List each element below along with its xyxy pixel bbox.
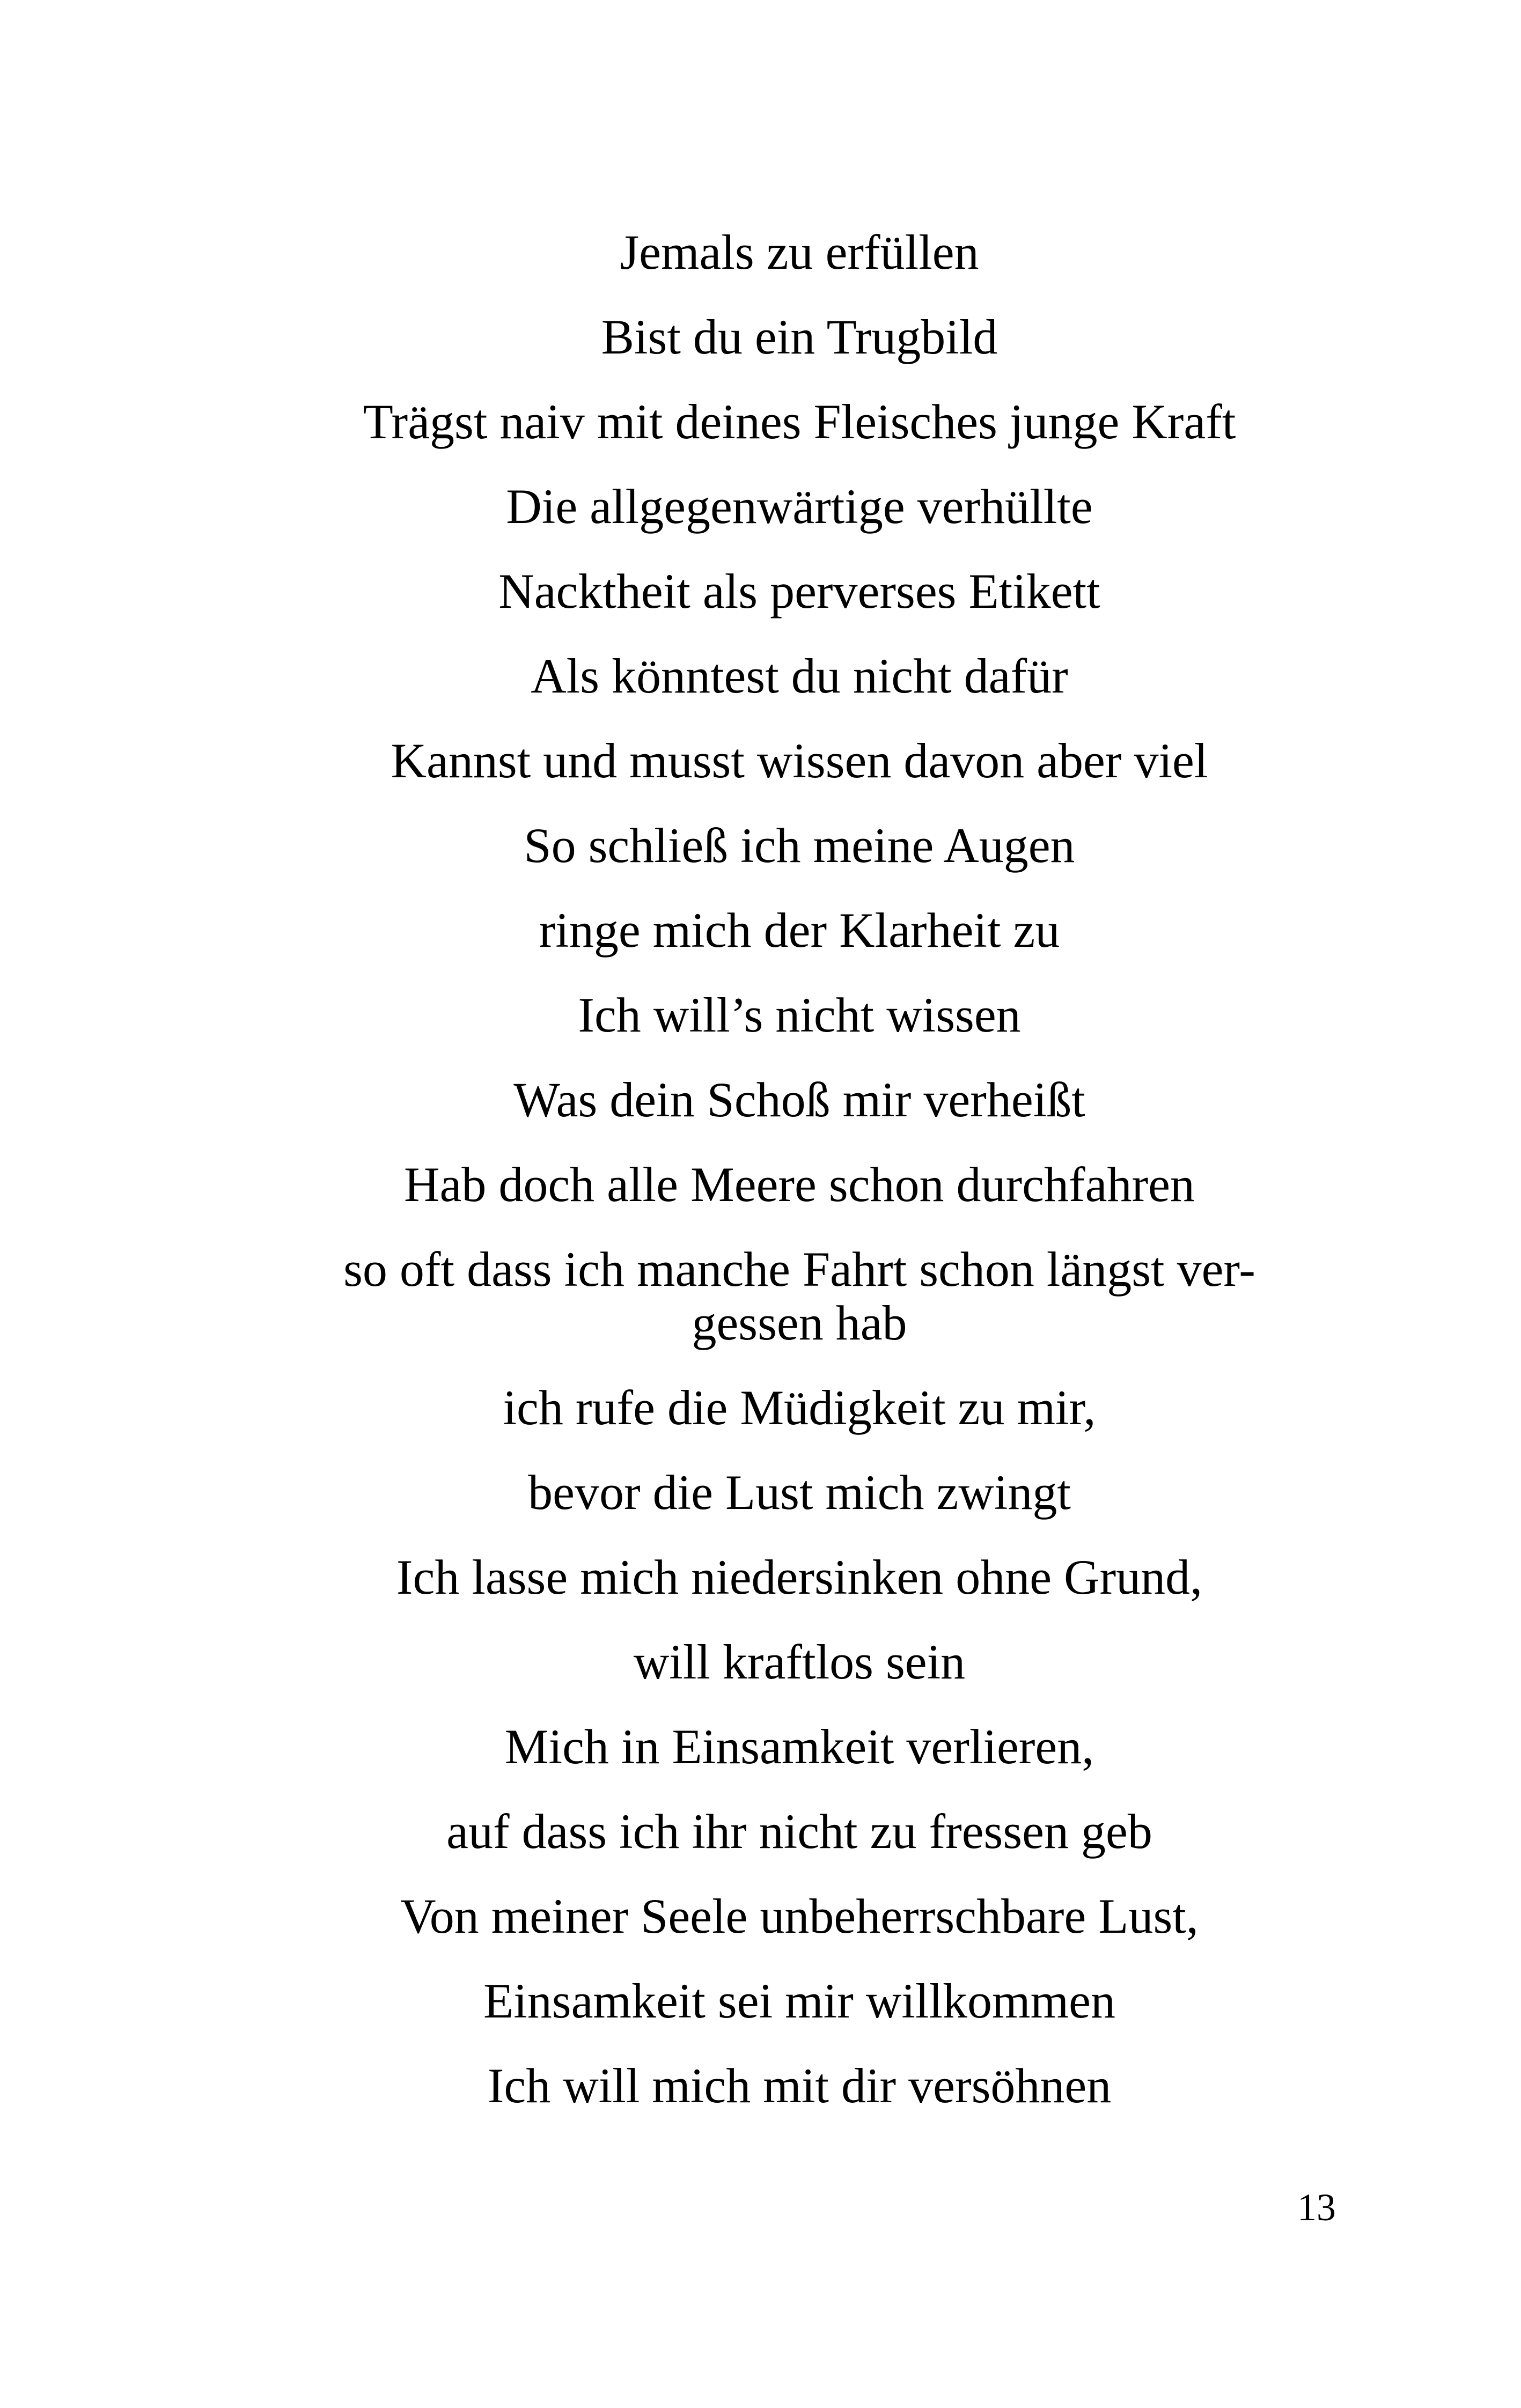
poem-line: Was dein Schoß mir verheißt — [513, 1072, 1085, 1127]
poem-line: Nacktheit als perverses Etikett — [498, 564, 1100, 618]
poem-line: auf dass ich ihr nicht zu fressen geb — [446, 1804, 1152, 1859]
poem-line: will kraftlos sein — [633, 1634, 966, 1689]
page-number: 13 — [1297, 2186, 1336, 2229]
poem-line: Bist du ein Trugbild — [601, 310, 998, 364]
poem-line: Trägst naiv mit deines Fleisches junge Kraft — [363, 394, 1236, 449]
poem-text — [300, 0, 1298, 2408]
poem-line: Ich will’s nicht wissen — [578, 988, 1021, 1042]
poem-line: Ich lasse mich niedersinken ohne Grund, — [396, 1550, 1203, 1604]
poem-line: Kannst und musst wissen davon aber viel — [391, 733, 1208, 788]
poem-line: Einsamkeit sei mir willkommen — [483, 1973, 1115, 2028]
poem-line: Hab doch alle Meere schon durchfahren — [404, 1157, 1195, 1212]
poem-line: Als könntest du nicht dafür — [531, 649, 1068, 703]
poem-line: So schließ ich meine Augen — [524, 818, 1075, 873]
poem-line: ringe mich der Klarheit zu — [539, 903, 1060, 958]
poem-line: Ich will mich mit dir versöhnen — [487, 2058, 1112, 2113]
poem-line: bevor die Lust mich zwingt — [528, 1465, 1071, 1520]
poem-line-continuation: gessen hab — [692, 1295, 907, 1350]
poem-line: Die allgegenwärtige verhüllte — [506, 479, 1093, 534]
poem-line: so oft dass ich manche Fahrt schon längst ver- — [343, 1242, 1255, 1297]
poem-line: ich rufe die Müdigkeit zu mir, — [503, 1380, 1096, 1435]
poem-line: Von meiner Seele unbeherrschbare Lust, — [400, 1889, 1199, 1943]
poem-line: Jemals zu erfüllen — [620, 225, 979, 279]
poem-line: Mich in Einsamkeit verlieren, — [504, 1719, 1094, 1774]
